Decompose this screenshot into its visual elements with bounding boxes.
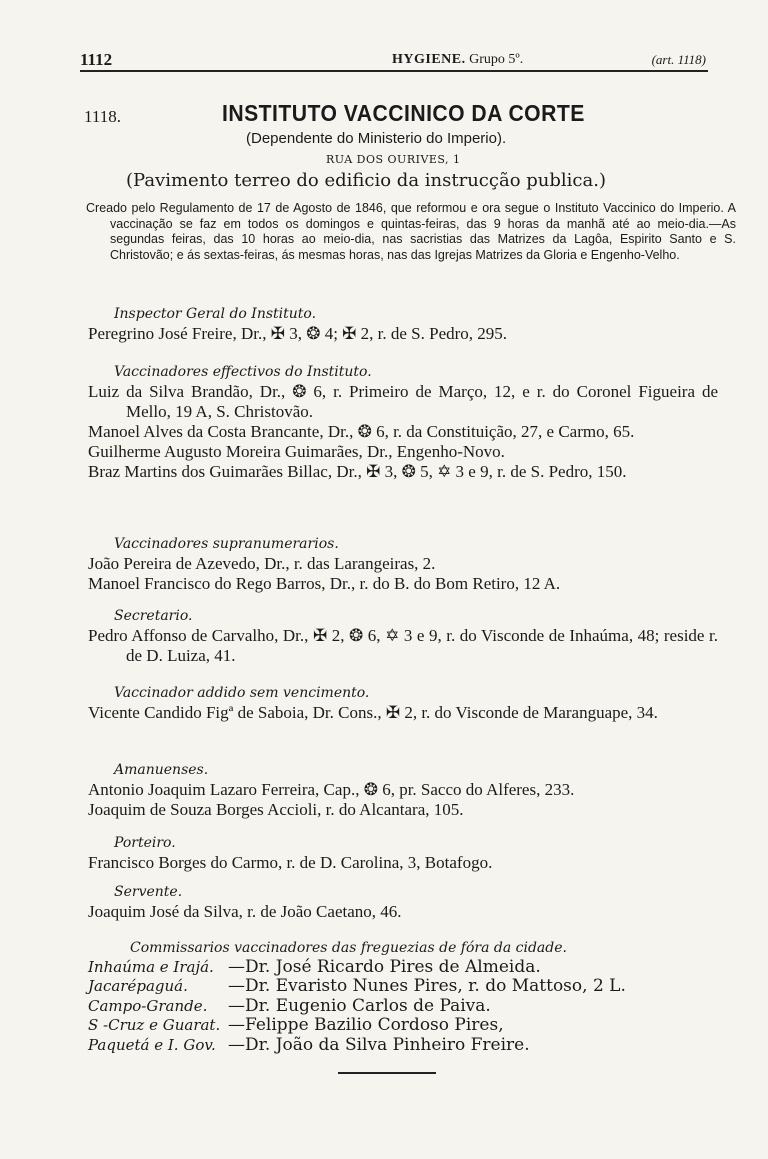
- parish-name: S -Cruz e Guarat.: [88, 1016, 221, 1035]
- entry: Antonio Joaquim Lazaro Ferreira, Cap., ❂ 6, pr. Sacco do Alferes, 233.: [88, 780, 575, 799]
- entry: Manoel Alves da Costa Brancante, Dr., ❂ 6, r. da Constituição, 27, e Carmo, 65.: [88, 422, 635, 441]
- group-heading: Porteiro.: [114, 835, 176, 851]
- parish-name: Inhaúma e Irajá.: [88, 958, 214, 976]
- group-heading: Inspector Geral do Instituto.: [114, 306, 317, 322]
- commissario-row: [88, 1036, 718, 1055]
- intro-paragraph: Creado pelo Regulamento de 17 de Agosto de 1846, que reformou e ora segue o Instituto Vaccinico do Imperio. A vaccinação se faz em todos os domingos e quintas-feiras, das 9 horas da manhã até ao meio-dia.—As segundas feiras, das 10 horas ao meio-dia, nas sacristias das Matrizes da Lagôa, Espirito Santo e S. Christovão; e ás sextas-feiras, ás mesmas horas, nas das Igrejas Matrizes da Gloria e Engenho-Velho.: [86, 201, 736, 262]
- group-vaccinadores: [88, 362, 718, 482]
- page-number: 1112: [80, 50, 113, 69]
- group-heading: Vaccinador addido sem vencimento.: [114, 685, 370, 701]
- commissario-name: —Dr. João da Silva Pinheiro Freire.: [228, 1034, 530, 1055]
- group-amanuenses: [88, 760, 718, 820]
- group-label: Grupo 5º.: [469, 52, 524, 67]
- group-heading: Amanuenses.: [114, 762, 209, 778]
- entry: Vicente Candido Figª de Saboia, Dr. Cons., ✠ 2, r. do Visconde de Maranguape, 34.: [88, 703, 658, 722]
- entry: Luiz da Silva Brandão, Dr., ❂ 6, r. Primeiro de Março, 12, e r. do Coronel Figueira de Mello, 19 A, S. Christovão.: [88, 382, 718, 421]
- section-title: INSTITUTO VACCINICO DA CORTE: [222, 100, 585, 126]
- group-servente: [88, 882, 718, 922]
- commissario-name: —Dr. José Ricardo Pires de Almeida.: [228, 957, 541, 977]
- commissario-row: [88, 997, 718, 1016]
- entry: Peregrino José Freire, Dr., ✠ 3, ❂ 4; ✠ 2, r. de S. Pedro, 295.: [88, 324, 508, 343]
- group-supranumerarios: [88, 534, 718, 594]
- entry: Joaquim de Souza Borges Accioli, r. do Alcantara, 105.: [88, 800, 464, 819]
- entry: Pedro Affonso de Carvalho, Dr., ✠ 2, ❂ 6, ✡ 3 e 9, r. do Visconde de Inhaúma, 48; reside r. de D. Luiza, 41.: [88, 626, 718, 665]
- group-heading: Secretario.: [114, 608, 193, 624]
- section-subtitle: (Dependente do Ministerio do Imperio).: [246, 130, 507, 147]
- parish-name: Paquetá e I. Gov.: [88, 1035, 216, 1054]
- entry: Manoel Francisco do Rego Barros, Dr., r. do B. do Bom Retiro, 12 A.: [88, 574, 561, 593]
- entry: Francisco Borges do Carmo, r. de D. Carolina, 3, Botafogo.: [88, 853, 493, 872]
- end-rule: [338, 1072, 436, 1074]
- entry: João Pereira de Azevedo, Dr., r. das Larangeiras, 2.: [88, 554, 436, 573]
- group-secretario: [88, 606, 718, 666]
- commissario-name: —Dr. Eugenio Carlos de Paiva.: [228, 995, 491, 1016]
- journal-title: [392, 52, 523, 68]
- commissario-row: [88, 958, 718, 977]
- commissario-row: [88, 977, 718, 996]
- entry: Braz Martins dos Guimarães Billac, Dr., ✠ 3, ❂ 5, ✡ 3 e 9, r. de S. Pedro, 150.: [88, 462, 627, 481]
- group-addido: [88, 683, 718, 723]
- entry: Guilherme Augusto Moreira Guimarães, Dr., Engenho-Novo.: [88, 442, 505, 461]
- article-ref: (art. 1118): [651, 52, 706, 67]
- entry: Joaquim José da Silva, r. de João Caetano, 46.: [88, 902, 402, 921]
- group-heading: Vaccinadores effectivos do Instituto.: [114, 364, 372, 380]
- section-number: 1118.: [84, 107, 121, 126]
- group-inspector: [88, 304, 718, 344]
- parish-name: Jacarépaguá.: [88, 977, 188, 996]
- group-commissarios: [88, 938, 718, 1055]
- journal-name: HYGIENE.: [392, 52, 466, 67]
- street-address: RUA DOS OURIVES, 1: [326, 153, 461, 166]
- running-header: [80, 48, 708, 72]
- location-note: (Pavimento terreo do edificio da instrucção publica.): [126, 170, 606, 191]
- commissario-row: [88, 1016, 718, 1035]
- commissario-name: —Felippe Bazilio Cordoso Pires,: [228, 1015, 504, 1036]
- group-porteiro: [88, 833, 718, 873]
- group-heading: Vaccinadores supranumerarios.: [114, 536, 339, 552]
- group-heading: Servente.: [114, 884, 183, 900]
- commissario-name: —Dr. Evaristo Nunes Pires, r. do Mattoso, 2 L.: [228, 976, 626, 997]
- group-heading: Commissarios vaccinadores das freguezias de fóra da cidade.: [130, 940, 567, 956]
- parish-name: Campo-Grande.: [88, 996, 208, 1015]
